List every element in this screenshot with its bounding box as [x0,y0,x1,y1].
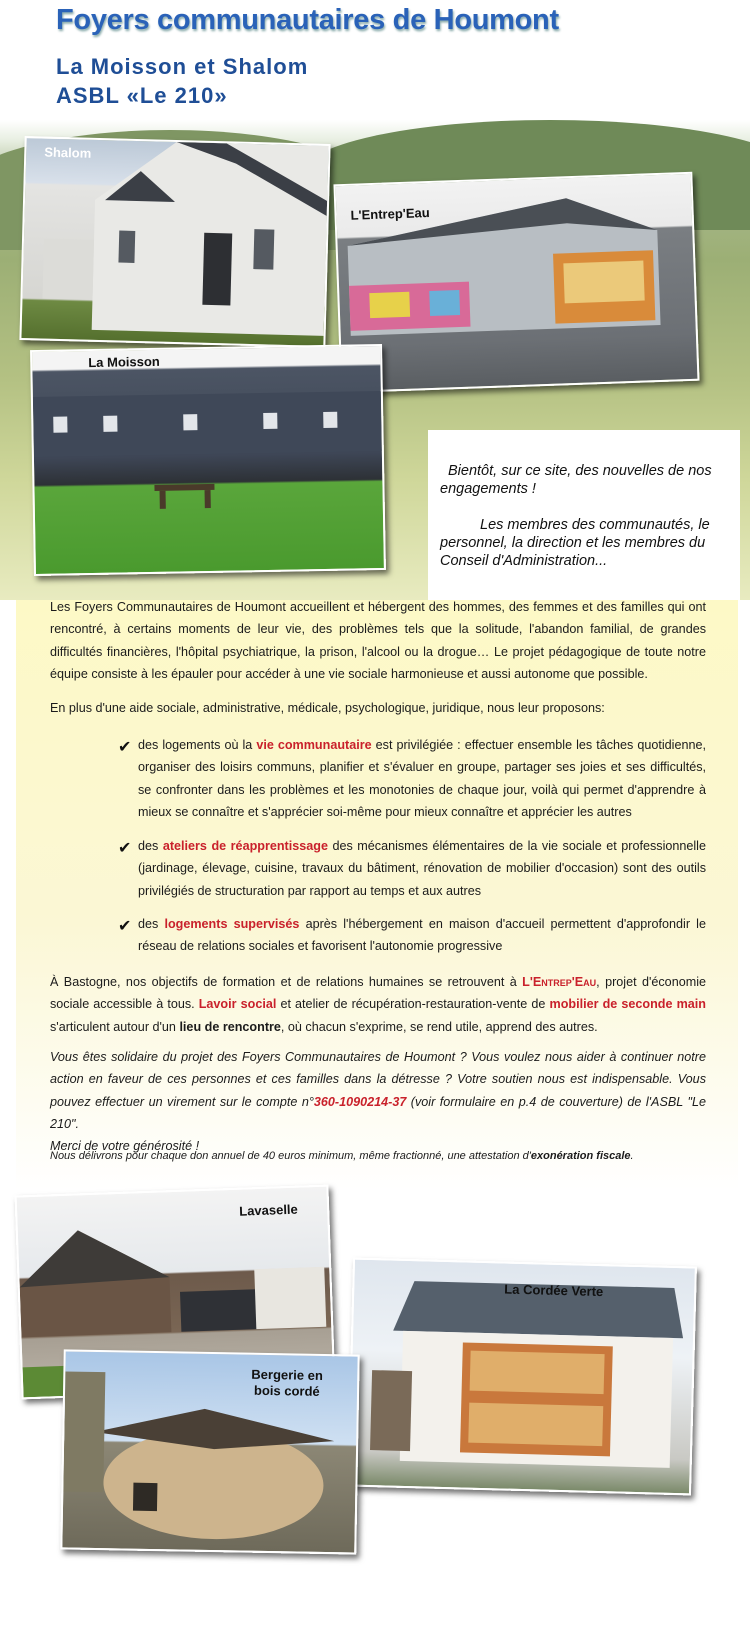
entrepeau-highlight: L'Entrep'Eau [522,975,597,989]
appeal-thanks: Merci de votre générosité ! [50,1139,200,1154]
bullet-3-highlight: logements supervisés [164,917,300,931]
photo-label-entrepeau: L'Entrep'Eau [350,204,430,223]
bastogne-text-a: À Bastogne, nos objectifs de formation et de relations humaines se retrouvent à [50,975,523,989]
appeal-paragraph [50,1046,706,1157]
notice-box [428,430,740,600]
page-title: Foyers communautaires de Houmont [56,4,559,36]
bastogne-text-d: s'articulent autour d'un [50,1019,180,1034]
tax-text-b: . [630,1150,634,1162]
account-number: 360-1090214-37 [313,1094,407,1109]
building-moisson-illustration [32,346,384,574]
photo-cordee-verte [347,1258,697,1496]
bullet-3-text-a: des [138,917,165,931]
bullet-2-highlight: ateliers de réapprentissage [162,839,328,853]
bullet-2-text-b: des mécanismes élémentaires de la vie sociale et professionnelle (jardinage, élevage, cuisine, travaux du bâtiment, rénovation de mobilier d'occasion) sont des outils privilégiés de structuration par rapport au temps et aux autres [138,839,706,898]
bullet-3-text-b: après l'hébergement en maison d'accueil permettent d'approfondir le réseau de relations sociales et favorisent l'autonomie progressive [138,917,706,954]
photo-shalom [19,136,330,348]
photo-label-moisson: La Moisson [88,353,160,371]
bullet-workshops [138,835,706,902]
tax-text-a: Nous délivrons pour chaque don annuel de 40 euros minimum, même fractionné, une attestation d' [50,1150,531,1162]
bastogne-paragraph [50,971,706,1038]
tax-bold: exonération fiscale [530,1150,631,1162]
lead-paragraph: En plus d'une aide sociale, administrative, médicale, psychologique, juridique, nous leur proposons: [50,701,605,715]
lieu-rencontre-bold: lieu de rencontre [179,1019,281,1034]
bullet-1-text-a: des logements où la [138,738,257,752]
check-mark-icon: ✔ [118,918,132,935]
check-mark-icon: ✔ [118,739,132,756]
photo-label-shalom: Shalom [44,144,92,161]
bastogne-text-b: , projet d'économie sociale accessible à tous. [50,975,706,1012]
bullet-communal-living [138,734,706,823]
photo-label-bergerie [251,1367,323,1400]
appeal-text-b: (voir formulaire en p.4 de couverture) de l'ASBL "Le 210". [50,1094,706,1131]
photo-bergerie [60,1349,359,1554]
bergerie-label-line-2: bois cordé [253,1382,320,1399]
bastogne-text-e: , où chacun s'exprime, se rend utile, apprend des autres. [280,1019,598,1034]
check-mark-icon: ✔ [118,840,132,857]
photo-moisson [30,344,386,576]
intro-paragraph: Les Foyers Communautaires de Houmont accueillent et hébergent des hommes, des femmes et des familles qui ont rencontré, à certains moments de leur vie, des problèmes tels que la solitude, l'abandon familial, de grandes difficultés financières, l'hôpital psychiatrique, la prison, l'alcool ou la drogue… Le projet pédagogique de toute notre équipe consiste à les épauler pour accéder à une vie sociale harmonieuse et aussi autonome que possible. [50,600,706,681]
photo-label-cordee-verte: La Cordée Verte [504,1281,604,1300]
subtitle-line-1: La Moisson et Shalom [56,54,309,79]
building-shalom-illustration [21,138,328,346]
tax-paragraph [50,1145,706,1167]
bullet-supervised-housing [138,913,706,958]
subtitle-line-2: ASBL «Le 210» [56,83,228,108]
bergerie-label-line-1: Bergerie en [251,1366,324,1383]
bullet-1-text-b: est privilégiée : effectuer ensemble les tâches quotidienne, organiser des loisirs communs, planifier et s'évaluer en groupe, partager ses joies et ses difficultés, se confronter dans les problèmes et les monotonies de chaque jour, voilà qui permet d'apprendre à mieux se connaître et s'apprécier soi-même pour mieux connaître et apprécier les autres [138,738,706,819]
bullet-2-text-a: des [138,839,163,853]
appeal-text-a: Vous êtes solidaire du projet des Foyers Communautaires de Houmont ? Vous voulez nous aider à continuer notre action en faveur de ces personnes et ces familles dans la détresse ? Votre soutien nous est indispensable. Vous pouvez effectuer un virement sur le compte n° [50,1050,706,1109]
photo-entrepeau [333,172,699,393]
lavoir-highlight: Lavoir social [198,997,277,1012]
notice-paragraph-2: Les membres des communautés, le personnel, la direction et les membres du Conseil d'Administration... [440,517,710,569]
photo-label-lavaselle: Lavaselle [238,1201,298,1219]
notice-paragraph-1: Bientôt, sur ce site, des nouvelles de nos engagements ! [440,463,712,497]
bastogne-text-c: et atelier de récupération-restauration-vente de [276,997,550,1012]
bullet-1-highlight: vie communautaire [256,738,372,752]
mobilier-highlight: mobilier de seconde main [549,997,707,1012]
